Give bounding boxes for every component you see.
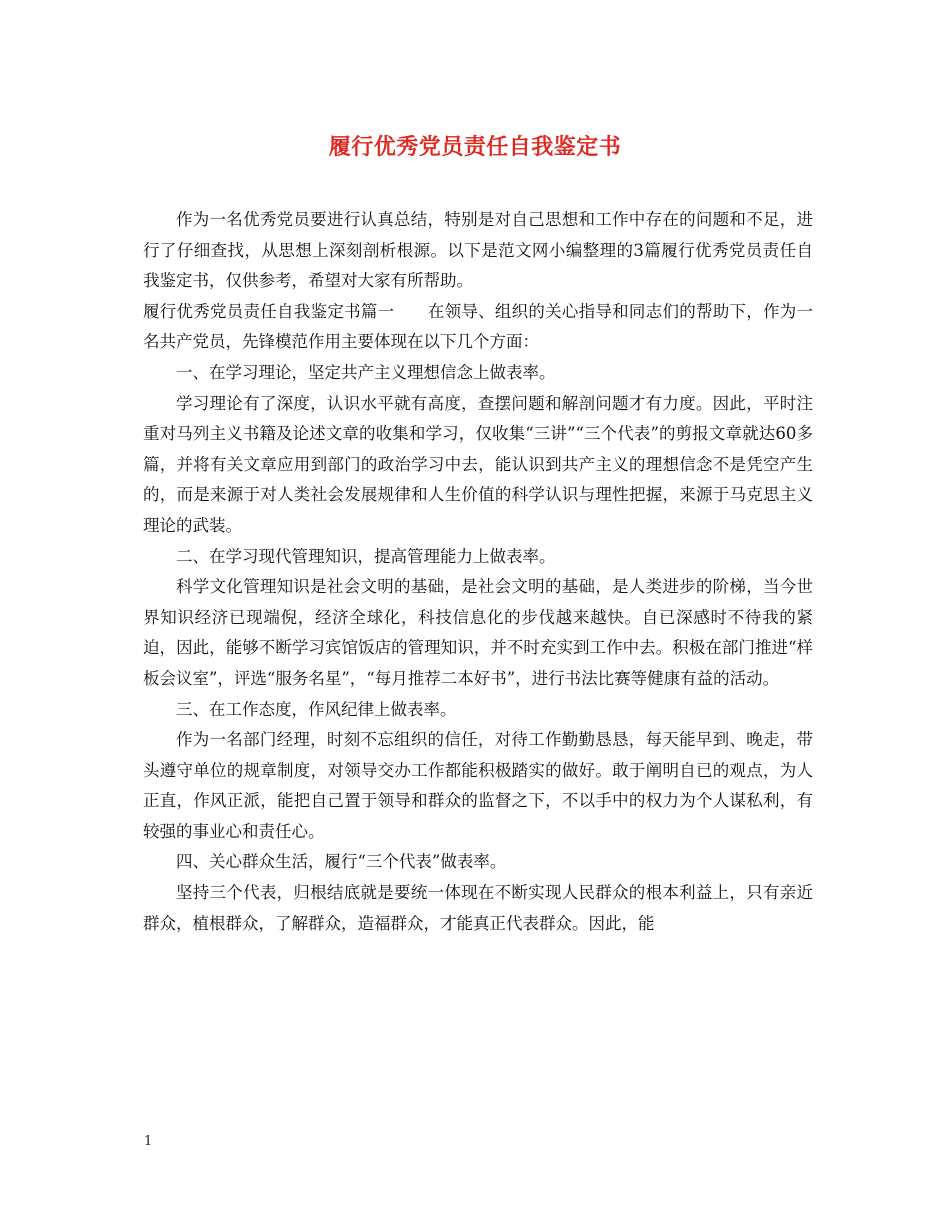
section-heading: 一、在学习理论，坚定共产主义理想信念上做表率。 — [176, 362, 556, 382]
paragraph: 作为一名优秀党员要进行认真总结，特别是对自己思想和工作中存在的问题和不足，进行了仔细查找，从思想上深刻剖析根源。以下是范文网小编整理的3篇履行优秀党员责任自我鉴定书，仅供参考，希望对大家有所帮助。 — [143, 210, 813, 291]
page-number: 1 — [144, 1134, 153, 1149]
paragraph: 学习理论有了深度，认识水平就有高度，查摆问题和解剖问题才有力度。因此，平时注重对马列主义书籍及论述文章的收集和学习，仅收集“三讲”“三个代表”的剪报文章就达60多篇，并将有关文章应用到部门的政治学习中去，能认识到共产主义的理想信念不是凭空产生的，而是来源于对人类社会发展规律和人生价值的科学认识与理性把握，来源于马克思主义理论的武装。 — [143, 393, 813, 535]
paragraph: 作为一名部门经理，时刻不忘组织的信任，对待工作勤勤恳恳，每天能早到、晚走，带头遵守单位的规章制度，对领导交办工作都能积极踏实的做好。敢于阐明自已的观点，为人正直，作风正派，能把自己置于领导和群众的监督之下，不以手中的权力为个人谋私利，有较强的事业心和责任心。 — [143, 730, 813, 841]
paragraph: 科学文化管理知识是社会文明的基础，是社会文明的基础，是人类进步的阶梯，当今世界知识经济已现端倪，经济全球化，科技信息化的步伐越来越快。自已深感时不待我的紧迫，因此，能够不断学习宾馆饭店的管理知识，并不时充实到工作中去。积极在部门推进“样板会议室”，评选“服务名星”，“每月推荐二本好书”，进行书法比赛等健康有益的活动。 — [143, 577, 813, 688]
section-heading: 四、关心群众生活，履行“三个代表”做表率。 — [176, 852, 507, 872]
section-heading: 三、在工作态度，作风纪律上做表率。 — [176, 699, 457, 719]
paragraph: 履行优秀党员责任自我鉴定书篇一 在领导、组织的关心指导和同志们的帮助下，作为一名共产党员，先锋模范作用主要体现在以下几个方面： — [143, 301, 813, 352]
document-title: 履行优秀党员责任自我鉴定书 — [328, 134, 622, 160]
document-body — [143, 205, 813, 939]
paragraph: 坚持三个代表，归根结底就是要统一体现在不断实现人民群众的根本利益上，只有亲近群众，植根群众，了解群众，造福群众，才能真正代表群众。因此，能 — [143, 883, 813, 933]
section-heading: 二、在学习现代管理知识，提高管理能力上做表率。 — [176, 546, 556, 566]
